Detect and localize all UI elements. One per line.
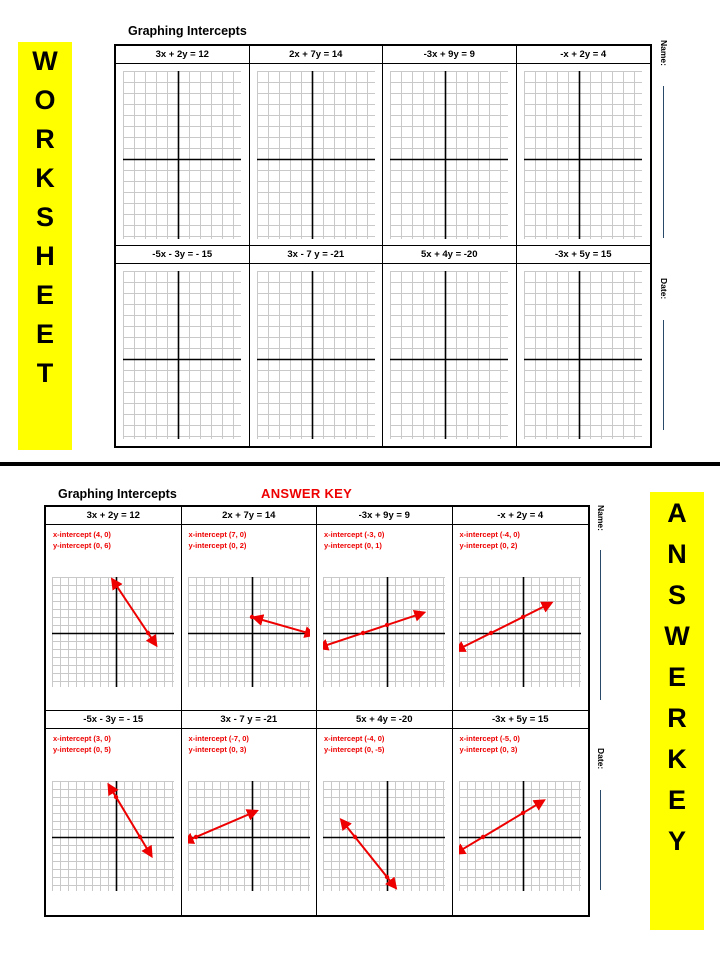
coordinate-grid bbox=[257, 271, 375, 439]
graph-area[interactable] bbox=[517, 64, 651, 245]
y-intercept-text: y-intercept (0, 6) bbox=[53, 540, 111, 550]
intercepts-text bbox=[182, 525, 317, 554]
equation-label: 3x - 7 y = -21 bbox=[182, 711, 317, 729]
graph-area[interactable] bbox=[317, 554, 452, 710]
answerkey-title: Graphing Intercepts bbox=[58, 487, 177, 501]
answerkey-date-label: Date: bbox=[596, 748, 606, 770]
x-intercept-text: x-intercept (-5, 0) bbox=[459, 734, 520, 743]
banner-letter: S bbox=[35, 202, 54, 232]
intercepts-text bbox=[317, 729, 452, 758]
equation-label: 5x + 4y = -20 bbox=[317, 711, 452, 729]
y-intercept-text: y-intercept (0, 3) bbox=[459, 744, 518, 754]
equation-label: 3x + 2y = 12 bbox=[46, 507, 181, 525]
intercepts-text bbox=[46, 729, 181, 758]
graph-area[interactable] bbox=[383, 64, 516, 245]
banner-letter: R bbox=[667, 703, 687, 733]
worksheet-title: Graphing Intercepts bbox=[128, 24, 247, 38]
worksheet-cell bbox=[116, 46, 250, 246]
graph-area[interactable] bbox=[46, 554, 181, 710]
graph-area[interactable] bbox=[453, 554, 589, 710]
banner-letter: R bbox=[35, 124, 55, 154]
worksheet-cell bbox=[250, 246, 384, 446]
banner-letter: S bbox=[667, 580, 686, 610]
equation-label: -3x + 9y = 9 bbox=[317, 507, 452, 525]
graph-area[interactable] bbox=[453, 758, 589, 915]
equation-label: 2x + 7y = 14 bbox=[182, 507, 317, 525]
banner-letter: E bbox=[35, 319, 54, 349]
worksheet-side-banner bbox=[18, 42, 72, 450]
intercepts-text bbox=[317, 525, 452, 554]
x-intercept-text: x-intercept (4, 0) bbox=[53, 530, 111, 539]
y-intercept-text: y-intercept (0, 1) bbox=[324, 540, 382, 550]
intercepts-text bbox=[453, 525, 589, 554]
coordinate-grid bbox=[188, 577, 310, 687]
y-intercept-text: y-intercept (0, 3) bbox=[188, 744, 247, 754]
banner-letter: E bbox=[35, 280, 54, 310]
equation-label: -5x - 3y = - 15 bbox=[116, 246, 249, 264]
graph-area[interactable] bbox=[182, 758, 317, 915]
answerkey-date-line bbox=[600, 790, 601, 890]
answerkey-cell bbox=[46, 507, 182, 711]
worksheet-cell bbox=[250, 46, 384, 246]
worksheet-cell bbox=[383, 46, 517, 246]
intercepts-text bbox=[182, 729, 317, 758]
worksheet-cell bbox=[517, 246, 651, 446]
answerkey-cell bbox=[317, 711, 453, 915]
equation-label: 2x + 7y = 14 bbox=[250, 46, 383, 64]
y-intercept-text: y-intercept (0, -5) bbox=[324, 744, 385, 754]
equation-label: -x + 2y = 4 bbox=[517, 46, 651, 64]
coordinate-grid bbox=[524, 71, 642, 239]
answerkey-cell bbox=[453, 507, 589, 711]
coordinate-grid bbox=[123, 271, 241, 439]
graph-area[interactable] bbox=[250, 264, 383, 446]
coordinate-grid bbox=[52, 577, 174, 687]
intercepts-text bbox=[453, 729, 589, 758]
worksheet-cell bbox=[116, 246, 250, 446]
equation-label: -3x + 5y = 15 bbox=[517, 246, 651, 264]
banner-letter: W bbox=[32, 46, 58, 76]
intercepts-text bbox=[46, 525, 181, 554]
answerkey-cell bbox=[453, 711, 589, 915]
banner-letter: K bbox=[667, 744, 687, 774]
coordinate-grid bbox=[257, 71, 375, 239]
equation-label: -3x + 5y = 15 bbox=[453, 711, 589, 729]
coordinate-grid bbox=[459, 781, 581, 891]
coordinate-grid bbox=[323, 781, 445, 891]
banner-letter: E bbox=[667, 662, 686, 692]
answer-key-label: ANSWER KEY bbox=[261, 486, 353, 501]
y-intercept-text: y-intercept (0, 5) bbox=[53, 744, 111, 754]
banner-letter: O bbox=[34, 85, 56, 115]
banner-letter: E bbox=[667, 785, 686, 815]
coordinate-grid bbox=[390, 71, 508, 239]
equation-label: -3x + 9y = 9 bbox=[383, 46, 516, 64]
x-intercept-text: x-intercept (-3, 0) bbox=[324, 530, 385, 539]
answerkey-cell bbox=[182, 711, 318, 915]
graph-area[interactable] bbox=[182, 554, 317, 710]
y-intercept-text: y-intercept (0, 2) bbox=[188, 540, 247, 550]
coordinate-grid bbox=[123, 71, 241, 239]
equation-label: 3x - 7 y = -21 bbox=[250, 246, 383, 264]
banner-letter: N bbox=[667, 539, 687, 569]
answerkey-cell bbox=[182, 507, 318, 711]
graph-area[interactable] bbox=[317, 758, 452, 915]
banner-letter: Y bbox=[667, 826, 686, 856]
answerkey-name-line bbox=[600, 550, 601, 700]
banner-letter: W bbox=[664, 621, 690, 651]
y-intercept-text: y-intercept (0, 2) bbox=[459, 540, 518, 550]
equation-label: -5x - 3y = - 15 bbox=[46, 711, 181, 729]
answerkey-name-label: Name: bbox=[596, 505, 606, 531]
banner-letter: K bbox=[35, 163, 55, 193]
x-intercept-text: x-intercept (3, 0) bbox=[53, 734, 111, 743]
worksheet-cell bbox=[383, 246, 517, 446]
worksheet-name-line bbox=[663, 86, 664, 238]
x-intercept-text: x-intercept (-4, 0) bbox=[459, 530, 520, 539]
answerkey-problem-grid bbox=[44, 505, 590, 917]
banner-letter: T bbox=[36, 358, 54, 388]
equation-label: 3x + 2y = 12 bbox=[116, 46, 249, 64]
worksheet-date-line bbox=[663, 320, 664, 430]
worksheet-problem-grid bbox=[114, 44, 652, 448]
graph-area[interactable] bbox=[383, 264, 516, 446]
answerkey-side-banner bbox=[650, 492, 704, 930]
x-intercept-text: x-intercept (7, 0) bbox=[188, 530, 247, 539]
coordinate-grid bbox=[459, 577, 581, 687]
coordinate-grid bbox=[323, 577, 445, 687]
answerkey-cell bbox=[317, 507, 453, 711]
graph-area[interactable] bbox=[250, 64, 383, 245]
x-intercept-text: x-intercept (-4, 0) bbox=[324, 734, 385, 743]
coordinate-grid bbox=[188, 781, 310, 891]
x-intercept-text: x-intercept (-7, 0) bbox=[188, 734, 249, 743]
banner-letter: A bbox=[667, 498, 687, 528]
answerkey-cell bbox=[46, 711, 182, 915]
graph-area[interactable] bbox=[517, 264, 651, 446]
worksheet-date-label: Date: bbox=[659, 278, 669, 300]
banner-letter: H bbox=[35, 241, 55, 271]
coordinate-grid bbox=[390, 271, 508, 439]
equation-label: -x + 2y = 4 bbox=[453, 507, 589, 525]
coordinate-grid bbox=[52, 781, 174, 891]
graph-area[interactable] bbox=[46, 758, 181, 915]
graph-area[interactable] bbox=[116, 264, 249, 446]
page-divider bbox=[0, 462, 720, 466]
coordinate-grid bbox=[524, 271, 642, 439]
equation-label: 5x + 4y = -20 bbox=[383, 246, 516, 264]
worksheet-cell bbox=[517, 46, 651, 246]
graph-area[interactable] bbox=[116, 64, 249, 245]
worksheet-name-label: Name: bbox=[659, 40, 669, 66]
